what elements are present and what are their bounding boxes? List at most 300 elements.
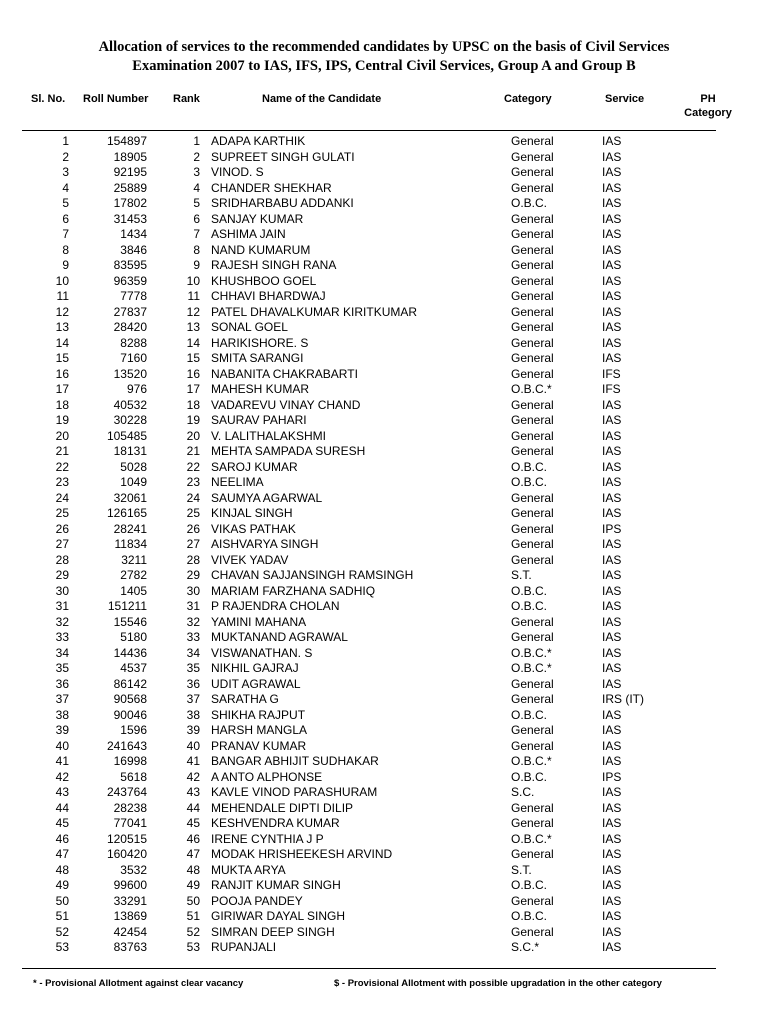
cell-service: IAS bbox=[602, 723, 622, 737]
table-row bbox=[0, 429, 768, 445]
cell-rank: 14 bbox=[186, 335, 200, 350]
cell-roll-number: 976 bbox=[126, 382, 147, 396]
cell-roll-number: 13869 bbox=[113, 909, 147, 923]
cell-sl-no: 47 bbox=[55, 847, 69, 861]
cell-roll-number: 77041 bbox=[113, 816, 147, 830]
cell-rank: 37 bbox=[186, 692, 200, 706]
table-row bbox=[0, 522, 768, 538]
cell-rank: 4 bbox=[193, 180, 200, 195]
cell-roll-number: 40532 bbox=[113, 397, 147, 412]
cell-candidate-name: SANJAY KUMAR bbox=[211, 211, 304, 226]
table-row bbox=[0, 258, 768, 274]
cell-roll-number: 13520 bbox=[113, 366, 147, 381]
cell-sl-no: 29 bbox=[55, 568, 69, 582]
table-row bbox=[0, 212, 768, 228]
cell-candidate-name: SAROJ KUMAR bbox=[211, 459, 298, 474]
table-row bbox=[0, 413, 768, 429]
cell-service: IAS bbox=[602, 413, 622, 427]
cell-roll-number: 5028 bbox=[120, 459, 147, 474]
cell-candidate-name: HARSH MANGLA bbox=[211, 723, 308, 737]
cell-category: O.B.C. bbox=[511, 599, 548, 613]
cell-sl-no: 7 bbox=[62, 227, 69, 241]
table-row bbox=[0, 568, 768, 584]
cell-sl-no: 34 bbox=[55, 645, 69, 660]
cell-sl-no: 37 bbox=[55, 692, 69, 706]
cell-service: IAS bbox=[602, 242, 622, 257]
cell-category: General bbox=[511, 289, 554, 303]
cell-category: O.B.C. bbox=[511, 878, 548, 892]
cell-roll-number: 126165 bbox=[106, 506, 147, 520]
cell-service: IPS bbox=[602, 521, 622, 536]
table-row bbox=[0, 444, 768, 460]
table-row bbox=[0, 785, 768, 801]
header-ph-category bbox=[680, 92, 736, 120]
cell-rank: 10 bbox=[186, 273, 200, 288]
cell-candidate-name: NAND KUMARUM bbox=[211, 242, 311, 257]
cell-category: General bbox=[511, 444, 554, 458]
cell-service: IAS bbox=[602, 180, 622, 195]
table-row bbox=[0, 863, 768, 879]
cell-sl-no: 35 bbox=[55, 661, 69, 675]
cell-service: IAS bbox=[602, 134, 622, 148]
cell-rank: 24 bbox=[186, 490, 200, 505]
cell-service: IAS bbox=[602, 847, 622, 861]
cell-sl-no: 18 bbox=[55, 397, 69, 412]
cell-category: General bbox=[511, 537, 554, 551]
cell-candidate-name: KINJAL SINGH bbox=[211, 506, 293, 520]
table-row bbox=[0, 723, 768, 739]
cell-rank: 44 bbox=[186, 800, 200, 815]
cell-roll-number: 28241 bbox=[113, 521, 147, 536]
cell-category: O.B.C.* bbox=[511, 661, 552, 675]
cell-roll-number: 3532 bbox=[120, 862, 147, 877]
table-row bbox=[0, 925, 768, 941]
table-row bbox=[0, 816, 768, 832]
cell-candidate-name: CHAVAN SAJJANSINGH RAMSINGH bbox=[211, 568, 414, 582]
cell-rank: 52 bbox=[186, 924, 200, 939]
cell-service: IAS bbox=[602, 583, 622, 598]
cell-sl-no: 9 bbox=[62, 258, 69, 272]
cell-category: General bbox=[511, 320, 554, 334]
cell-category: General bbox=[511, 366, 554, 381]
cell-rank: 12 bbox=[186, 304, 200, 319]
cell-rank: 53 bbox=[186, 940, 200, 954]
cell-sl-no: 40 bbox=[55, 738, 69, 753]
cell-service: IRS (IT) bbox=[602, 692, 644, 706]
cell-roll-number: 28420 bbox=[113, 320, 147, 334]
cell-category: O.B.C. bbox=[511, 459, 548, 474]
cell-service: IFS bbox=[602, 366, 621, 381]
cell-rank: 45 bbox=[186, 816, 200, 830]
cell-service: IAS bbox=[602, 227, 622, 241]
cell-candidate-name: SRIDHARBABU ADDANKI bbox=[211, 196, 354, 210]
cell-roll-number: 7778 bbox=[120, 289, 147, 303]
table-row bbox=[0, 367, 768, 383]
cell-candidate-name: BANGAR ABHIJIT SUDHAKAR bbox=[211, 754, 379, 768]
table-row bbox=[0, 661, 768, 677]
cell-roll-number: 86142 bbox=[113, 676, 147, 691]
cell-category: General bbox=[511, 816, 554, 830]
cell-candidate-name: AISHVARYA SINGH bbox=[211, 537, 319, 551]
table-row bbox=[0, 336, 768, 352]
cell-roll-number: 90046 bbox=[113, 707, 147, 722]
cell-category: S.T. bbox=[511, 568, 532, 582]
cell-roll-number: 5180 bbox=[120, 630, 147, 644]
cell-roll-number: 151211 bbox=[107, 599, 147, 613]
cell-rank: 8 bbox=[193, 242, 200, 257]
cell-service: IAS bbox=[602, 537, 622, 551]
table-row bbox=[0, 537, 768, 553]
cell-candidate-name: KAVLE VINOD PARASHURAM bbox=[211, 785, 378, 799]
cell-rank: 7 bbox=[193, 227, 200, 241]
cell-category: General bbox=[511, 134, 554, 148]
cell-category: General bbox=[511, 490, 554, 505]
cell-rank: 51 bbox=[186, 909, 200, 923]
cell-sl-no: 50 bbox=[55, 893, 69, 908]
cell-sl-no: 27 bbox=[55, 537, 69, 551]
cell-roll-number: 1434 bbox=[120, 227, 147, 241]
cell-candidate-name: CHANDER SHEKHAR bbox=[211, 180, 332, 195]
table-row bbox=[0, 847, 768, 863]
cell-service: IAS bbox=[602, 490, 622, 505]
cell-rank: 1 bbox=[193, 134, 200, 148]
cell-roll-number: 31453 bbox=[113, 211, 147, 226]
table-row bbox=[0, 351, 768, 367]
cell-sl-no: 10 bbox=[55, 273, 69, 288]
footer-note-upgradation: $ - Provisional Allotment with possible upgradation in the other category bbox=[334, 978, 662, 989]
footer-notes bbox=[0, 978, 768, 994]
cell-service: IAS bbox=[602, 661, 622, 675]
cell-rank: 15 bbox=[186, 351, 200, 365]
cell-roll-number: 243764 bbox=[106, 785, 147, 799]
cell-sl-no: 1 bbox=[62, 134, 69, 148]
cell-category: O.B.C. bbox=[511, 707, 548, 722]
cell-roll-number: 83595 bbox=[113, 258, 147, 272]
cell-roll-number: 3211 bbox=[121, 552, 147, 567]
cell-rank: 6 bbox=[193, 211, 200, 226]
cell-service: IAS bbox=[602, 351, 622, 365]
cell-sl-no: 11 bbox=[56, 289, 69, 303]
cell-rank: 23 bbox=[186, 475, 200, 489]
cell-service: IAS bbox=[602, 754, 622, 768]
cell-roll-number: 16998 bbox=[113, 754, 147, 768]
cell-service: IFS bbox=[602, 382, 621, 396]
cell-roll-number: 14436 bbox=[113, 645, 147, 660]
cell-service: IAS bbox=[602, 165, 622, 179]
cell-service: IAS bbox=[602, 459, 622, 474]
cell-rank: 3 bbox=[193, 165, 200, 179]
cell-rank: 9 bbox=[193, 258, 200, 272]
cell-category: General bbox=[511, 242, 554, 257]
cell-service: IAS bbox=[602, 878, 622, 892]
cell-candidate-name: SAURAV PAHARI bbox=[211, 413, 307, 427]
table-row bbox=[0, 677, 768, 693]
cell-candidate-name: MEHTA SAMPADA SURESH bbox=[211, 444, 366, 458]
header-category: Category bbox=[504, 93, 552, 105]
table-row bbox=[0, 832, 768, 848]
candidate-table bbox=[0, 134, 768, 956]
table-row bbox=[0, 909, 768, 925]
cell-category: General bbox=[511, 847, 554, 861]
cell-candidate-name: UDIT AGRAWAL bbox=[211, 676, 301, 691]
cell-sl-no: 31 bbox=[55, 599, 69, 613]
cell-service: IAS bbox=[602, 800, 622, 815]
cell-candidate-name: SONAL GOEL bbox=[211, 320, 288, 334]
cell-rank: 42 bbox=[186, 769, 200, 784]
cell-service: IAS bbox=[602, 785, 622, 799]
cell-candidate-name: PATEL DHAVALKUMAR KIRITKUMAR bbox=[211, 304, 418, 319]
cell-roll-number: 1405 bbox=[120, 583, 147, 598]
cell-service: IAS bbox=[602, 630, 622, 644]
cell-service: IAS bbox=[602, 304, 622, 319]
cell-roll-number: 120515 bbox=[106, 831, 147, 846]
cell-candidate-name: SIMRAN DEEP SINGH bbox=[211, 924, 335, 939]
cell-candidate-name: VIKAS PATHAK bbox=[211, 521, 296, 536]
cell-rank: 16 bbox=[186, 366, 200, 381]
cell-service: IAS bbox=[602, 676, 622, 691]
table-row bbox=[0, 894, 768, 910]
cell-category: General bbox=[511, 227, 554, 241]
table-row bbox=[0, 553, 768, 569]
cell-category: General bbox=[511, 692, 554, 706]
cell-sl-no: 14 bbox=[55, 335, 69, 350]
table-row bbox=[0, 801, 768, 817]
cell-sl-no: 32 bbox=[55, 614, 69, 629]
cell-roll-number: 99600 bbox=[113, 878, 147, 892]
cell-sl-no: 48 bbox=[55, 862, 69, 877]
cell-roll-number: 4537 bbox=[120, 661, 147, 675]
cell-category: General bbox=[511, 738, 554, 753]
cell-roll-number: 8288 bbox=[120, 335, 147, 350]
cell-rank: 40 bbox=[186, 738, 200, 753]
cell-category: General bbox=[511, 893, 554, 908]
table-row bbox=[0, 878, 768, 894]
table-row bbox=[0, 584, 768, 600]
cell-category: O.B.C. bbox=[511, 769, 548, 784]
cell-category: General bbox=[511, 723, 554, 737]
cell-service: IAS bbox=[602, 862, 622, 877]
cell-sl-no: 15 bbox=[55, 351, 69, 365]
cell-roll-number: 160420 bbox=[106, 847, 147, 861]
cell-service: IAS bbox=[602, 444, 622, 458]
cell-candidate-name: CHHAVI BHARDWAJ bbox=[211, 289, 326, 303]
table-row bbox=[0, 739, 768, 755]
cell-category: General bbox=[511, 180, 554, 195]
cell-category: S.C.* bbox=[511, 940, 540, 954]
cell-sl-no: 45 bbox=[55, 816, 69, 830]
cell-roll-number: 5618 bbox=[120, 769, 147, 784]
cell-service: IAS bbox=[602, 506, 622, 520]
cell-candidate-name: MEHENDALE DIPTI DILIP bbox=[211, 800, 354, 815]
cell-service: IAS bbox=[602, 552, 622, 567]
cell-service: IAS bbox=[602, 428, 622, 443]
table-row bbox=[0, 305, 768, 321]
cell-roll-number: 42454 bbox=[113, 924, 147, 939]
cell-candidate-name: SUPREET SINGH GULATI bbox=[211, 149, 355, 164]
cell-rank: 19 bbox=[186, 413, 200, 427]
cell-roll-number: 32061 bbox=[113, 490, 147, 505]
cell-service: IAS bbox=[602, 397, 622, 412]
cell-rank: 47 bbox=[186, 847, 200, 861]
cell-category: General bbox=[511, 211, 554, 226]
cell-sl-no: 49 bbox=[55, 878, 69, 892]
cell-roll-number: 90568 bbox=[113, 692, 147, 706]
cell-rank: 25 bbox=[186, 506, 200, 520]
cell-candidate-name: VADAREVU VINAY CHAND bbox=[211, 397, 361, 412]
cell-category: O.B.C.* bbox=[511, 645, 552, 660]
cell-sl-no: 42 bbox=[55, 769, 69, 784]
header-roll-number: Roll Number bbox=[83, 93, 149, 105]
cell-service: IAS bbox=[602, 149, 622, 164]
cell-candidate-name: RUPANJALI bbox=[211, 940, 277, 954]
table-row bbox=[0, 289, 768, 305]
cell-rank: 18 bbox=[186, 397, 200, 412]
cell-service: IAS bbox=[602, 273, 622, 288]
cell-rank: 43 bbox=[186, 785, 200, 799]
cell-candidate-name: KHUSHBOO GOEL bbox=[211, 273, 317, 288]
cell-category: O.B.C. bbox=[511, 583, 548, 598]
cell-candidate-name: NIKHIL GAJRAJ bbox=[211, 661, 299, 675]
cell-candidate-name: VINOD. S bbox=[211, 165, 264, 179]
cell-rank: 11 bbox=[187, 289, 200, 303]
cell-roll-number: 33291 bbox=[113, 893, 147, 908]
cell-rank: 36 bbox=[186, 676, 200, 691]
cell-sl-no: 24 bbox=[55, 490, 69, 505]
cell-candidate-name: PRANAV KUMAR bbox=[211, 738, 307, 753]
cell-candidate-name: VISWANATHAN. S bbox=[211, 645, 313, 660]
cell-sl-no: 5 bbox=[62, 196, 69, 210]
cell-roll-number: 1596 bbox=[120, 723, 147, 737]
cell-service: IAS bbox=[602, 258, 622, 272]
cell-category: General bbox=[511, 165, 554, 179]
cell-category: General bbox=[511, 304, 554, 319]
cell-roll-number: 17802 bbox=[113, 196, 147, 210]
cell-roll-number: 25889 bbox=[113, 180, 147, 195]
cell-service: IAS bbox=[602, 893, 622, 908]
header-ph-line-1: PH bbox=[700, 93, 716, 105]
cell-roll-number: 83763 bbox=[113, 940, 147, 954]
table-row bbox=[0, 320, 768, 336]
cell-roll-number: 30228 bbox=[113, 413, 147, 427]
document-title bbox=[20, 38, 748, 76]
table-row bbox=[0, 708, 768, 724]
cell-candidate-name: SMITA SARANGI bbox=[211, 351, 304, 365]
cell-candidate-name: A ANTO ALPHONSE bbox=[211, 769, 323, 784]
cell-roll-number: 105485 bbox=[106, 428, 147, 443]
table-row bbox=[0, 150, 768, 166]
cell-category: General bbox=[511, 676, 554, 691]
table-row bbox=[0, 460, 768, 476]
table-row bbox=[0, 274, 768, 290]
cell-rank: 34 bbox=[186, 645, 200, 660]
table-row bbox=[0, 165, 768, 181]
cell-category: O.B.C. bbox=[511, 909, 548, 923]
cell-category: General bbox=[511, 630, 554, 644]
cell-candidate-name: SAUMYA AGARWAL bbox=[211, 490, 323, 505]
table-row bbox=[0, 196, 768, 212]
cell-candidate-name: MUKTANAND AGRAWAL bbox=[211, 630, 348, 644]
cell-category: General bbox=[511, 149, 554, 164]
cell-rank: 5 bbox=[193, 196, 200, 210]
cell-sl-no: 4 bbox=[62, 180, 69, 195]
cell-candidate-name: NABANITA CHAKRABARTI bbox=[211, 366, 358, 381]
cell-category: General bbox=[511, 614, 554, 629]
table-row bbox=[0, 243, 768, 259]
table-row bbox=[0, 181, 768, 197]
cell-roll-number: 18905 bbox=[113, 149, 147, 164]
cell-roll-number: 3846 bbox=[120, 242, 147, 257]
cell-sl-no: 33 bbox=[55, 630, 69, 644]
cell-rank: 31 bbox=[186, 599, 200, 613]
cell-service: IAS bbox=[602, 645, 622, 660]
cell-sl-no: 17 bbox=[55, 382, 69, 396]
cell-sl-no: 30 bbox=[55, 583, 69, 598]
cell-category: General bbox=[511, 273, 554, 288]
table-row bbox=[0, 940, 768, 956]
cell-service: IAS bbox=[602, 924, 622, 939]
cell-sl-no: 46 bbox=[55, 831, 69, 846]
cell-candidate-name: HARIKISHORE. S bbox=[211, 335, 309, 350]
table-row bbox=[0, 382, 768, 398]
cell-rank: 21 bbox=[186, 444, 200, 458]
cell-rank: 33 bbox=[186, 630, 200, 644]
cell-candidate-name: MUKTA ARYA bbox=[211, 862, 286, 877]
table-row bbox=[0, 134, 768, 150]
cell-candidate-name: SARATHA G bbox=[211, 692, 279, 706]
header-sl-no: Sl. No. bbox=[31, 93, 66, 105]
cell-rank: 48 bbox=[186, 862, 200, 877]
cell-category: O.B.C.* bbox=[511, 831, 552, 846]
table-row bbox=[0, 491, 768, 507]
cell-rank: 46 bbox=[186, 831, 200, 846]
cell-sl-no: 16 bbox=[55, 366, 69, 381]
cell-sl-no: 53 bbox=[55, 940, 69, 954]
table-row bbox=[0, 398, 768, 414]
cell-candidate-name: MARIAM FARZHANA SADHIQ bbox=[211, 583, 376, 598]
cell-category: General bbox=[511, 351, 554, 365]
cell-candidate-name: MODAK HRISHEEKESH ARVIND bbox=[211, 847, 393, 861]
header-rank: Rank bbox=[173, 93, 200, 105]
cell-roll-number: 154897 bbox=[106, 134, 147, 148]
cell-service: IAS bbox=[602, 738, 622, 753]
cell-roll-number: 18131 bbox=[113, 444, 147, 458]
header-ph-line-2: Category bbox=[684, 107, 732, 119]
cell-category: General bbox=[511, 506, 554, 520]
cell-rank: 28 bbox=[186, 552, 200, 567]
cell-roll-number: 7160 bbox=[120, 351, 147, 365]
cell-category: General bbox=[511, 258, 554, 272]
cell-service: IAS bbox=[602, 707, 622, 722]
cell-roll-number: 92195 bbox=[113, 165, 147, 179]
cell-sl-no: 20 bbox=[55, 428, 69, 443]
table-row bbox=[0, 227, 768, 243]
cell-service: IAS bbox=[602, 831, 622, 846]
cell-category: General bbox=[511, 413, 554, 427]
cell-roll-number: 1049 bbox=[120, 475, 147, 489]
cell-sl-no: 19 bbox=[55, 413, 69, 427]
cell-service: IAS bbox=[602, 211, 622, 226]
cell-rank: 38 bbox=[186, 707, 200, 722]
cell-category: S.C. bbox=[511, 785, 535, 799]
cell-sl-no: 26 bbox=[55, 521, 69, 536]
cell-service: IAS bbox=[602, 909, 622, 923]
cell-roll-number: 96359 bbox=[113, 273, 147, 288]
cell-service: IPS bbox=[602, 769, 622, 784]
cell-candidate-name: ADAPA KARTHIK bbox=[211, 134, 306, 148]
cell-service: IAS bbox=[602, 196, 622, 210]
footer-divider bbox=[22, 968, 716, 969]
cell-roll-number: 241643 bbox=[106, 738, 147, 753]
